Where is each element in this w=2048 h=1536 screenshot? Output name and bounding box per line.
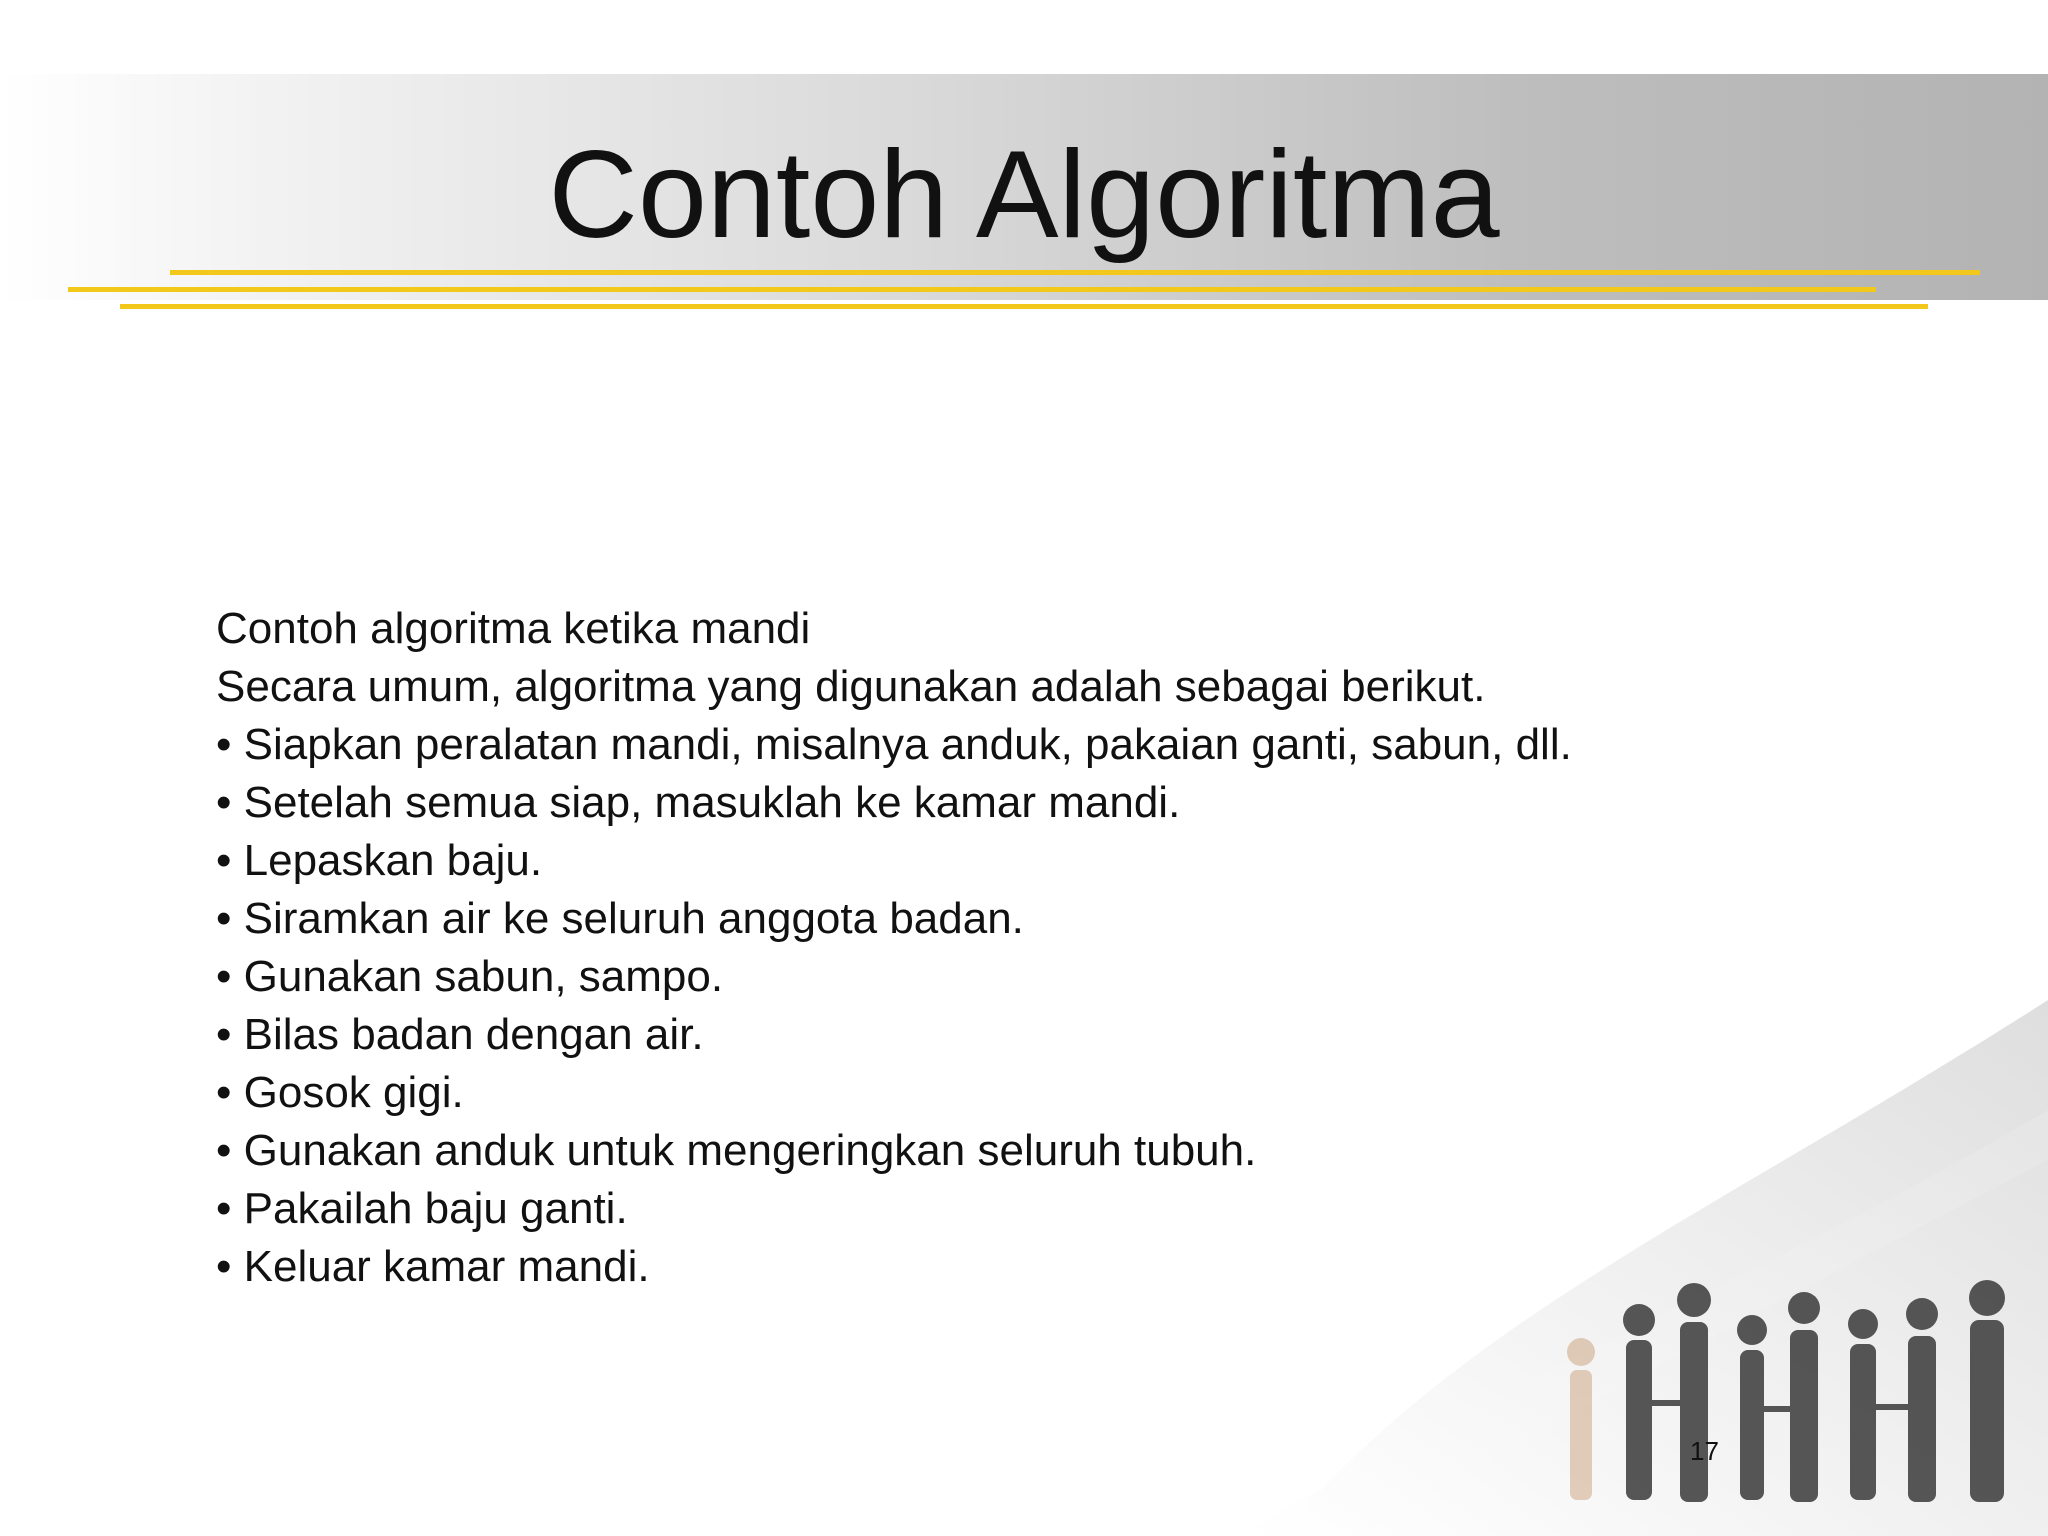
slide-title: Contoh Algoritma — [548, 126, 1500, 264]
list-item: • Siapkan peralatan mandi, misalnya anduk, pakaian ganti, sabun, dll. — [216, 720, 1572, 769]
list-item: • Gosok gigi. — [216, 1068, 464, 1117]
title-underline-1 — [170, 270, 1980, 275]
intro-line: Contoh algoritma ketika mandi — [216, 604, 811, 653]
list-item: • Bilas badan dengan air. — [216, 1010, 704, 1059]
title-underline-2 — [68, 287, 1876, 292]
list-item: • Gunakan sabun, sampo. — [216, 952, 724, 1001]
list-item: • Pakailah baju ganti. — [216, 1184, 628, 1233]
summary-line: Secara umum, algoritma yang digunakan adalah sebagai berikut. — [216, 662, 1486, 711]
title-underline-3 — [120, 304, 1928, 309]
list-item: • Gunakan anduk untuk mengeringkan seluruh tubuh. — [216, 1126, 1257, 1175]
list-item: • Siramkan air ke seluruh anggota badan. — [216, 894, 1024, 943]
slide-body — [216, 600, 1816, 1296]
list-item: • Lepaskan baju. — [216, 836, 543, 885]
list-item: • Setelah semua siap, masuklah ke kamar mandi. — [216, 778, 1181, 827]
list-item: • Keluar kamar mandi. — [216, 1242, 650, 1291]
page-number: 17 — [1690, 1436, 1719, 1466]
